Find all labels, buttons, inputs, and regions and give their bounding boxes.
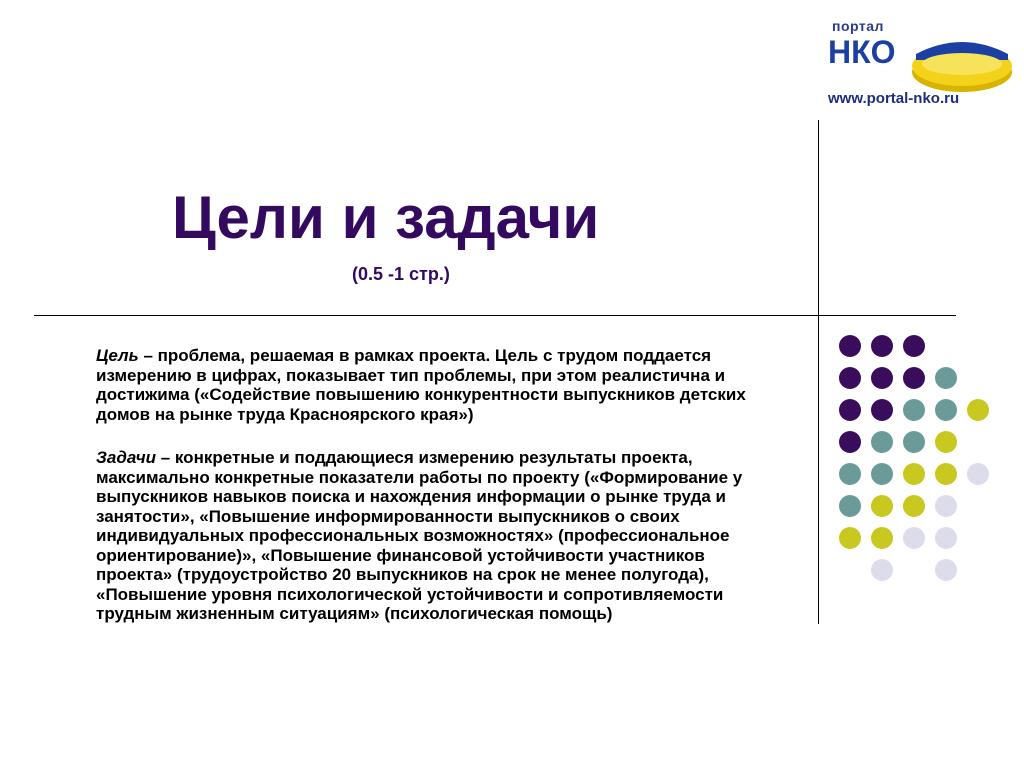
dot-yellow (935, 463, 957, 485)
dot-teal (839, 495, 861, 517)
dot-purple (903, 335, 925, 357)
dot-lavender (903, 527, 925, 549)
slide-subtitle: (0.5 -1 стр.) (352, 264, 450, 284)
dot-purple (871, 399, 893, 421)
goal-text: – проблема, решаемая в рамках проекта. Цель с трудом поддается измерению в цифрах, показывает тип проблемы, при этом реалистична и достижима («Содействие повышению конкурентности выпускников детских домов на рынке труда Красноярского края») (96, 346, 746, 424)
dot-purple (839, 335, 861, 357)
dot-yellow (903, 495, 925, 517)
dot-lavender (935, 495, 957, 517)
dot-teal (903, 399, 925, 421)
logo-top-label: портал (832, 18, 884, 34)
dot-teal (871, 431, 893, 453)
dot-teal (871, 463, 893, 485)
tasks-text: – конкретные и поддающиеся измерению результаты проекта, максимально конкретные показатели работы по проекту («Формирование у выпускников навыков поиска и нахождения информации о рынке труда и занятости», «Повышение информированности выпускников о своих индивидуальных профессиональных возможностях» (профессиональное ориентирование)», «Повышение финансовой устойчивости участников проекта» (трудоустройство 20 выпускников на срок не менее полугода), «Повышение уровня психологической устойчивости и сопротивляемости трудным жизненным ситуациям» (психологическая помощь) (96, 448, 743, 623)
dot-purple (839, 399, 861, 421)
dot-lavender (967, 463, 989, 485)
tasks-term: Задачи (96, 448, 156, 467)
dot-yellow (871, 527, 893, 549)
dot-yellow (903, 463, 925, 485)
dot-teal (903, 431, 925, 453)
goal-term: Цель (96, 346, 139, 365)
dot-lavender (935, 559, 957, 581)
dot-yellow (871, 495, 893, 517)
logo-main-label: НКО (828, 34, 896, 70)
dot-yellow (967, 399, 989, 421)
logo-url: www.portal-nko.ru (828, 90, 960, 107)
slide-title: Цели и задачи (172, 184, 600, 251)
dot-lavender (935, 527, 957, 549)
dot-purple (839, 431, 861, 453)
dot-yellow (935, 431, 957, 453)
dot-teal (839, 463, 861, 485)
dot-purple (903, 367, 925, 389)
dot-teal (935, 367, 957, 389)
dot-teal (935, 399, 957, 421)
dot-purple (871, 335, 893, 357)
dot-yellow (839, 527, 861, 549)
dot-purple (871, 367, 893, 389)
dot-lavender (871, 559, 893, 581)
dot-purple (839, 367, 861, 389)
